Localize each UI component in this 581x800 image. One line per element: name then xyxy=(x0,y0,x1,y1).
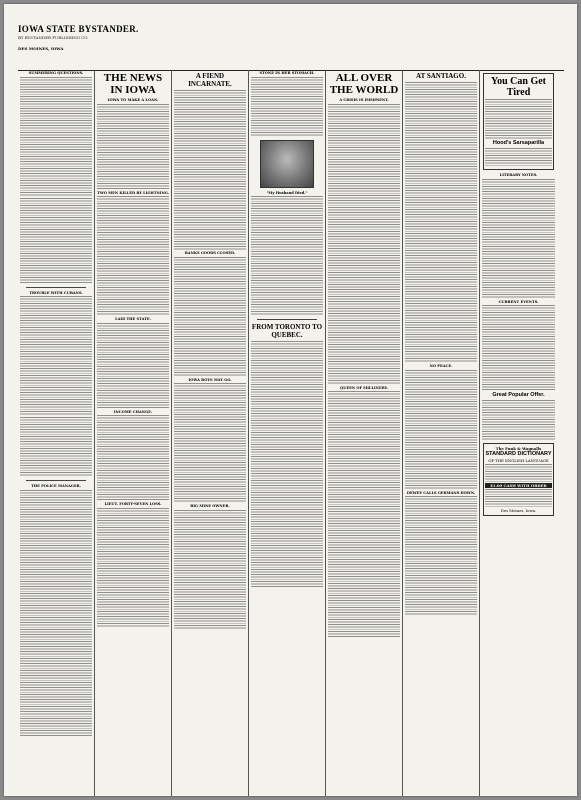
article-text xyxy=(405,243,477,363)
article-text xyxy=(174,257,246,377)
divider xyxy=(26,287,86,288)
article-text xyxy=(328,552,400,638)
advertisement-hoods xyxy=(483,73,554,170)
ad-text xyxy=(485,148,552,166)
column-4-headline-2: FROM TORONTO TO QUEBEC. xyxy=(251,323,323,339)
column-2-subhead-3: LAID THE STATE. xyxy=(115,317,151,321)
article-text xyxy=(174,90,246,250)
column-3-subhead-1: BANKS GOODS CLOSED. xyxy=(184,251,236,255)
column-2 xyxy=(95,70,172,796)
article-text xyxy=(251,77,323,137)
ad-text xyxy=(485,464,552,482)
column-6-subhead-2: DEWEY CALLS GERMANS DOWN. xyxy=(406,490,476,495)
ad-city: Des Moines, Iowa. xyxy=(500,508,537,513)
article-text xyxy=(251,341,323,501)
article-text xyxy=(328,391,400,551)
article-text xyxy=(405,82,477,242)
column-1 xyxy=(18,70,95,796)
ad-title: STANDARD DICTIONARY xyxy=(485,451,552,457)
city-line: DES MOINES, IOWA xyxy=(18,46,64,51)
article-text xyxy=(20,651,92,737)
ad-text xyxy=(485,99,552,139)
newspaper-name: IOWA STATE BYSTANDER. xyxy=(18,24,139,34)
column-4-headline-1: STONE IN HER STOMACH. xyxy=(259,71,315,75)
ad-headline: You Can Get Tired xyxy=(490,76,546,98)
column-7-headline-1: LITERARY NOTES. xyxy=(499,173,538,177)
column-6 xyxy=(403,70,480,796)
illustration-caption: "My Husband Died." xyxy=(266,190,308,195)
portrait-illustration xyxy=(260,140,314,188)
article-text xyxy=(328,265,400,385)
column-5-subhead-1: A CRISIS IS IMMINENT. xyxy=(339,98,389,102)
article-text xyxy=(20,77,92,197)
ad-brand: The Funk & Wagnalls xyxy=(495,446,542,451)
article-text xyxy=(97,508,169,628)
article-text xyxy=(482,179,555,299)
ad-offer: $1.00 CASH WITH ORDER xyxy=(485,483,552,488)
ad-text xyxy=(482,400,555,440)
column-4 xyxy=(249,70,326,796)
divider xyxy=(26,480,86,481)
article-text xyxy=(405,496,477,616)
column-2-subhead-1: IOWA TO MAKE A LOAN. xyxy=(107,98,159,102)
divider xyxy=(257,319,317,320)
publisher-line: BY BYSTANDER PUBLISHING CO. xyxy=(18,35,89,40)
article-text xyxy=(405,370,477,490)
column-3 xyxy=(172,70,249,796)
article-text xyxy=(251,502,323,588)
column-6-headline: AT SANTIAGO. xyxy=(416,72,466,80)
column-5 xyxy=(326,70,403,796)
column-6-subhead-1: NO PEACE. xyxy=(429,364,453,368)
article-text xyxy=(174,510,246,630)
column-1-headline-2: TROUBLE WITH CUBANS. xyxy=(29,290,83,295)
column-2-subhead-4: INCOME CHANGE. xyxy=(113,409,153,414)
article-text xyxy=(20,417,92,477)
article-text xyxy=(482,305,555,391)
article-text xyxy=(328,104,400,264)
column-2-subhead-2: TWO MEN KILLED BY LIGHTNING. xyxy=(97,190,169,195)
article-text xyxy=(97,104,169,190)
article-text xyxy=(20,490,92,650)
ad-subtitle: OF THE ENGLISH LANGUAGE xyxy=(488,458,549,463)
article-text xyxy=(97,415,169,501)
article-text xyxy=(97,196,169,316)
column-7-headline-2: CURRENT EVENTS. xyxy=(498,299,539,304)
ad-headline-popular-offer: Great Popular Offer. xyxy=(492,392,545,398)
ad-text xyxy=(485,489,552,507)
advertisement-dictionary xyxy=(483,443,554,516)
column-5-headline: ALL OVER THE WORLD xyxy=(329,72,399,96)
newspaper-page xyxy=(4,4,577,796)
column-5-subhead-2: QUEEN OF MILLINERY. xyxy=(340,385,388,390)
column-2-headline: THE NEWS IN IOWA xyxy=(103,72,163,96)
column-2-subhead-5: LIEUT. FORTY-SEVEN LOSS. xyxy=(104,502,162,506)
column-3-headline: A FIEND INCARNATE. xyxy=(188,72,232,88)
column-3-subhead-2: IOWA BOYS MAY GO. xyxy=(188,377,232,382)
ad-brand: Hood's Sarsaparilla xyxy=(492,140,545,146)
article-text xyxy=(20,296,92,416)
column-1-headline-1: SUMMERING QUESTIONS. xyxy=(28,71,84,75)
column-3-subhead-3: BIG MINE OWNER. xyxy=(190,504,230,508)
column-7 xyxy=(480,70,557,796)
columns xyxy=(18,70,564,790)
column-1-headline-3: THE POLICE MANAGER. xyxy=(31,484,81,488)
masthead xyxy=(18,24,564,71)
article-text xyxy=(174,383,246,503)
article-text xyxy=(20,198,92,284)
article-text xyxy=(97,323,169,409)
article-text xyxy=(251,196,323,316)
